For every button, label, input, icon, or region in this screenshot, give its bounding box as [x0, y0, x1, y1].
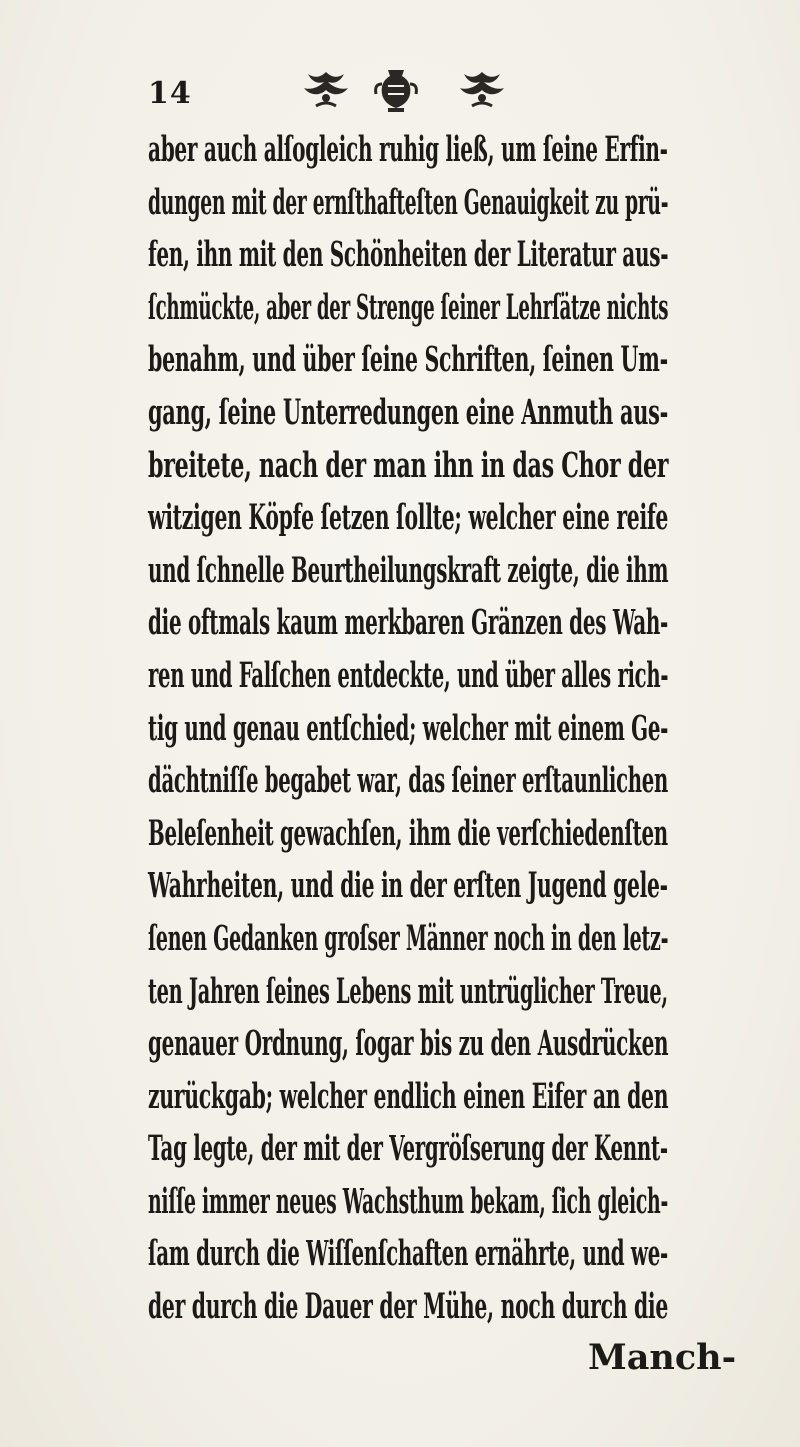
- text-line: breitete, nach der man ihn in das Chor der: [148, 444, 669, 486]
- text-line: ſenen Gedanken groſser Männer noch in den letz-: [148, 917, 669, 959]
- text-line: der durch die Dauer der Mühe, noch durch die: [148, 1286, 668, 1328]
- text-line: die oftmals kaum merkbaren Gränzen des Wah-: [148, 602, 669, 644]
- text-line: niſſe immer neues Wachsthum bekam, ſich gleich-: [148, 1180, 669, 1222]
- text-line: genauer Ordnung, ſogar bis zu den Ausdrücken: [148, 1023, 669, 1065]
- text-line: Beleſenheit gewachſen, ihm die verſchiedenſten: [148, 812, 668, 854]
- text-line: tig und genau entſchied; welcher mit einem Ge-: [148, 707, 669, 749]
- text-line: witzigen Köpfe ſetzen ſollte; welcher eine reife: [148, 497, 669, 539]
- text-line: ſam durch die Wiſſenſchaften ernährte, und we-: [148, 1233, 668, 1275]
- text-line: benahm, und über ſeine Schriften, ſeinen Um-: [148, 339, 668, 381]
- text-line: dungen mit der ernſthafteſten Genauigkeit zu prü-: [148, 181, 669, 223]
- text-line: ren und Falſchen entdeckte, und über alles rich-: [148, 654, 669, 696]
- vase-icon: [366, 64, 426, 114]
- text-line: ſchmückte, aber der Strenge ſeiner Lehrſätze nichts: [148, 286, 669, 328]
- text-line: ten Jahren ſeines Lebens mit untrüglicher Treue,: [148, 970, 668, 1012]
- body-text: [148, 124, 668, 1334]
- text-line: fen, ihn mit den Schönheiten der Literatur aus-: [148, 234, 669, 276]
- text-line: Wahrheiten, und die in der erſten Jugend gele-: [148, 865, 668, 907]
- fleuron-right-icon: [452, 64, 512, 114]
- text-line: aber auch alſogleich ruhig ließ, um ſeine Erfin-: [148, 129, 668, 170]
- catchword: Manch-: [588, 1337, 737, 1378]
- page-number: 14: [148, 76, 192, 111]
- text-line: dächtniſſe begabet war, das ſeiner erſtaunlichen: [148, 760, 669, 802]
- text-line: und ſchnelle Beurtheilungskraft zeigte, die ihm: [148, 549, 669, 591]
- text-line: gang, ſeine Unterredungen eine Anmuth aus-: [148, 391, 668, 433]
- text-line: Tag legte, der mit der Vergröſserung der Kennt-: [148, 1128, 668, 1170]
- page-header: [0, 62, 800, 122]
- fleuron-left-icon: [296, 64, 356, 114]
- text-line: zurückgab; welcher endlich einen Eifer an den: [148, 1075, 669, 1117]
